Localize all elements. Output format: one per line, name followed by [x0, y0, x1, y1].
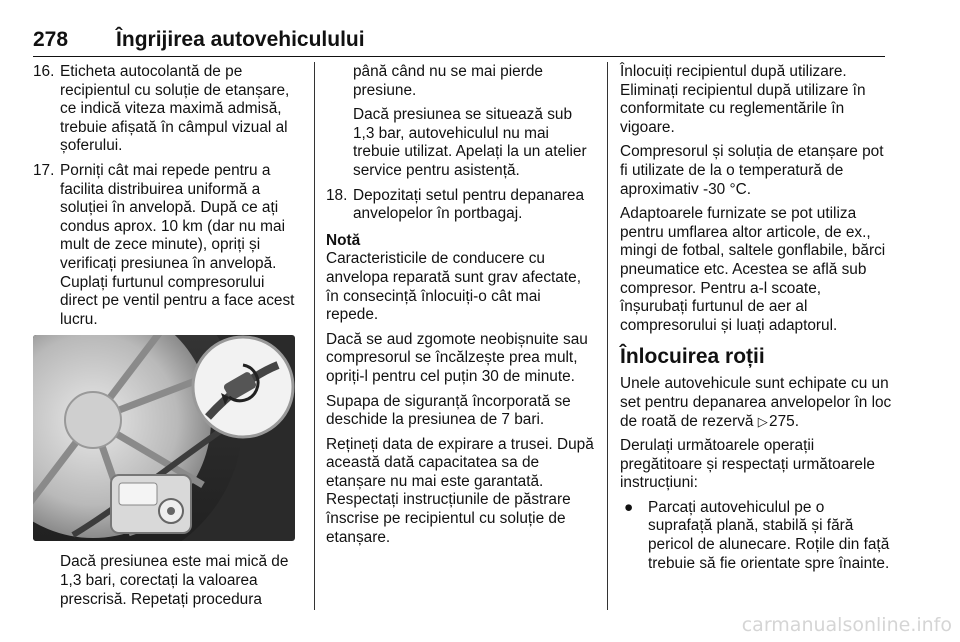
item-number: 16.	[33, 63, 55, 80]
note-paragraph: Rețineți data de expirare a trusei. După această dată capacitatea sa de etanșare nu mai este garantată. Respectați instrucțiunile de păstrare înscrise pe recipientul cu soluție de etanșare.	[326, 435, 594, 546]
item-text: Porniți cât mai repede pentru a facilita distribuirea uniformă a soluției în anvelopă. După ce ați condus aprox. 10 km (dar nu mai mult de zece minute), opriți și verificați presiunea în anvelopă. Cuplați furtunul compresorului direct pe ventil pentru a face acest lucru.	[60, 161, 295, 328]
paragraph: Înlocuiți recipientul după utilizare. Eliminați recipientul după utilizare în conformitate cu reglementările în vigoare.	[620, 63, 866, 136]
paragraph: Dacă presiunea se situează sub 1,3 bar, autovehiculul nu mai trebuie utilizat. Apelați la un atelier service pentru asistență.	[353, 106, 587, 179]
item-text: Depozitați setul pentru depanarea anvelopelor în portbagaj.	[353, 186, 585, 223]
section-heading: Înlocuirea roții	[620, 345, 765, 369]
column-right	[620, 63, 892, 573]
note-paragraph: Dacă se aud zgomote neobișnuite sau compresorul se încălzește prea mult, opriți-l pentru cel puțin 30 de minute.	[326, 330, 588, 385]
paragraph	[620, 375, 892, 431]
list-item-17	[33, 162, 305, 329]
note-heading: Notă	[326, 231, 361, 249]
item-number: 18.	[326, 186, 348, 204]
paragraph-text: Unele autovehicule sunt echipate cu un set pentru depanarea anvelopelor în loc de roată de rezervă	[620, 375, 892, 430]
column-middle	[326, 63, 596, 553]
list-item-16	[33, 63, 305, 156]
bullet-item	[624, 499, 892, 573]
page-reference[interactable]: 275.	[769, 412, 800, 430]
watermark: carmanualsonline.info	[741, 614, 952, 636]
note-paragraph: Supapa de siguranță încorporată se deschide la presiunea de 7 bari.	[326, 392, 571, 429]
paragraph: Dacă presiunea este mai mică de 1,3 bari, corectați la valoarea prescrisă. Repetați procedura	[60, 553, 289, 608]
item-number: 17.	[33, 161, 55, 179]
page-title: Îngrijirea autovehiculului	[116, 28, 365, 51]
page-header	[33, 22, 885, 57]
tyre-compressor-image	[33, 335, 295, 541]
paragraph: Derulați următoarele operații pregătitoare și respectați următoarele instrucțiuni:	[620, 437, 875, 492]
paragraph: până când nu se mai pierde presiune.	[353, 63, 543, 99]
paragraph: Adaptoarele furnizate se pot utiliza pentru umflarea altor articole, de ex., mingi de fotbal, saltele gonflabile, bărci pneumatice etc. Acestea se află sub compresor. Pentru a-l scoate, înșurubați furtunul de aer al compresorului și luați adaptorul.	[620, 205, 886, 334]
page-reference-icon: ▷	[757, 413, 768, 429]
paragraph: Compresorul și soluția de etanșare pot fi utilizate de la o temperatură de aproximativ -30 °C.	[620, 143, 884, 198]
item-text: Eticheta autocolantă de pe recipientul cu soluție de etanșare, ce indică viteza maximă admisă, trebuie afișată în câmpul vizual al șoferului.	[60, 63, 290, 155]
column-left	[33, 63, 305, 615]
list-item-18	[326, 187, 596, 224]
note-paragraph: Caracteristicile de conducere cu anvelopa reparată sunt grav afectate, în consecință înlocuiți-o cât mai repede.	[326, 250, 581, 324]
page-number: 278	[33, 28, 69, 51]
bullet-text: Parcați autovehiculul pe o suprafață plană, stabilă și fără pericol de alunecare. Roțile din față trebuie să fie orientate spre înainte.	[648, 498, 890, 572]
column-divider	[607, 62, 608, 610]
compressor-illustration	[33, 335, 295, 541]
bullet-icon: ●	[624, 498, 634, 516]
column-divider	[314, 62, 315, 610]
